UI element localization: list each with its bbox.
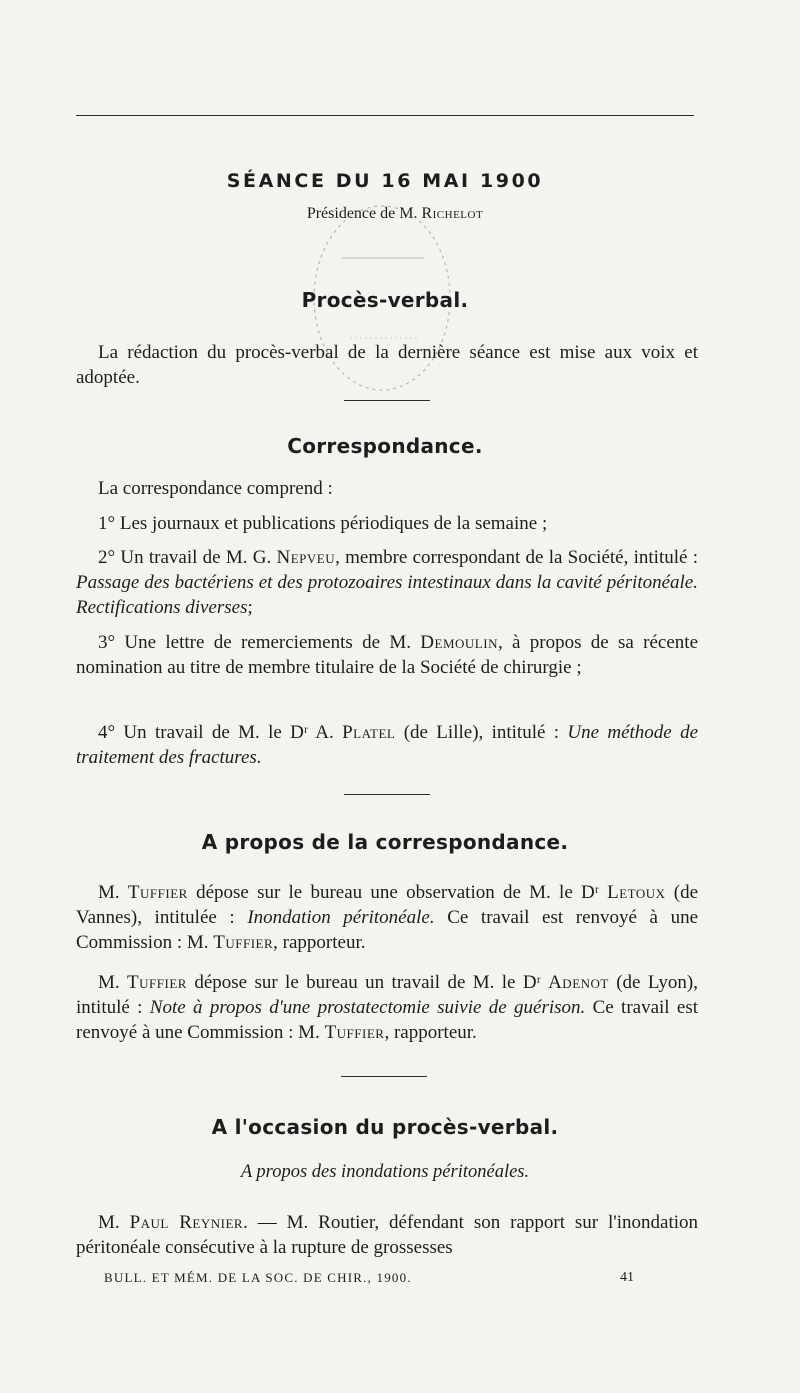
p2-text-b: dépose sur le bureau un travail de M. le Dʳ: [194, 972, 541, 993]
occasion-subheading: A propos des inondations péritonéales.: [240, 1162, 530, 1182]
p1-text-c: (de Vannes), intitulée :: [76, 882, 699, 928]
page-number: 41: [620, 1270, 634, 1285]
occasion-paragraph: [76, 1210, 698, 1260]
section-a-propos-heading-wrap: [76, 830, 694, 854]
correspondance-item-4: [76, 720, 698, 770]
p2-name-2: Adenot: [548, 972, 609, 993]
occasion-name: Paul Reynier: [129, 1212, 244, 1233]
running-footer: [104, 1270, 634, 1286]
p1-text-b: dépose sur le bureau une observation de M. le Dʳ: [196, 882, 599, 903]
section-heading-a-propos: A propos de la correspondance.: [201, 830, 569, 854]
section-divider: [341, 1076, 427, 1077]
p1-name-1: Tuffier: [127, 882, 188, 903]
item4-title: Une méthode de traitement des fractures.: [76, 722, 699, 768]
correspondance-item-3: [76, 630, 698, 680]
section-heading-proces-verbal: Procès-verbal.: [301, 288, 469, 312]
section-heading-correspondance: Correspondance.: [287, 434, 483, 458]
item2-text-a: 2° Un travail de M. G.: [98, 547, 272, 568]
item3-name: Demoulin: [420, 632, 498, 653]
p1-name-3: Tuffier: [213, 932, 274, 953]
presidence-prefix: Présidence de M.: [306, 205, 418, 222]
p2-text-a: M.: [98, 972, 120, 993]
top-rule: [76, 115, 694, 116]
item3-text-a: 3° Une lettre de remerciements de M.: [98, 632, 411, 653]
item2-text-b: , membre correspondant de la Société, intitulé :: [335, 547, 698, 568]
section-divider: [344, 794, 430, 795]
p1-title: Inondation péritonéale.: [247, 907, 435, 928]
occasion-text-b: . — M. Routier, défendant son rapport sur l'inondation péritonéale consécutive à la rupture de grossesses: [76, 1212, 698, 1258]
p2-text-e: , rapporteur.: [384, 1022, 477, 1043]
section-heading-occasion: A l'occasion du procès-verbal.: [211, 1115, 559, 1139]
occasion-subheading-wrap: [76, 1162, 694, 1183]
seance-title: SÉANCE DU 16 MAI 1900: [226, 170, 544, 192]
p1-text-d: Ce travail est renvoyé à une Commission : M.: [76, 907, 699, 953]
p2-title: Note à propos d'une prostatectomie suivie de guérison.: [149, 997, 586, 1018]
item4-name: Platel: [342, 722, 396, 743]
section-occasion-heading-wrap: [76, 1115, 694, 1139]
item2-title: Passage des bactériens et des protozoaires intestinaux dans la cavité péritonéale. Rectifications diverses: [76, 572, 698, 618]
section-proces-verbal-heading-wrap: [76, 288, 694, 312]
section-divider: [344, 400, 430, 401]
item4-text-a: 4° Un travail de M. le Dʳ A.: [98, 722, 334, 743]
occasion-text-a: M.: [98, 1212, 120, 1233]
presidence-name: Richelot: [421, 205, 484, 222]
proces-verbal-text: La rédaction du procès-verbal de la dernière séance est mise aux voix et adoptée.: [76, 342, 698, 388]
p2-name-3: Tuffier: [324, 1022, 385, 1043]
correspondance-item-2: [76, 545, 698, 620]
item4-text-b: (de Lille), intitulé :: [403, 722, 560, 743]
p2-text-c: (de Lyon), intitulé :: [76, 972, 699, 1018]
a-propos-paragraph-1: [76, 880, 698, 955]
item2-name: Nepveu: [276, 547, 336, 568]
p2-text-d: Ce travail est renvoyé à une Commission : M.: [76, 997, 699, 1043]
section-correspondance-heading-wrap: [76, 434, 694, 458]
footer-running-title: BULL. ET MÉM. DE LA SOC. DE CHIR., 1900.: [104, 1270, 412, 1285]
p1-text-a: M.: [98, 882, 120, 903]
a-propos-paragraph-2: [76, 970, 698, 1045]
p2-name-1: Tuffier: [127, 972, 187, 993]
correspondance-item-1: 1° Les journaux et publications périodiques de la semaine ;: [98, 513, 548, 534]
item3-text-b: , à propos de sa récente nomination au titre de membre titulaire de la Société de chirurgie ;: [76, 632, 698, 678]
p1-text-e: , rapporteur.: [273, 932, 366, 953]
p1-name-2: Letoux: [607, 882, 666, 903]
item2-end: ;: [247, 597, 253, 618]
correspondance-intro: La correspondance comprend :: [98, 478, 333, 499]
